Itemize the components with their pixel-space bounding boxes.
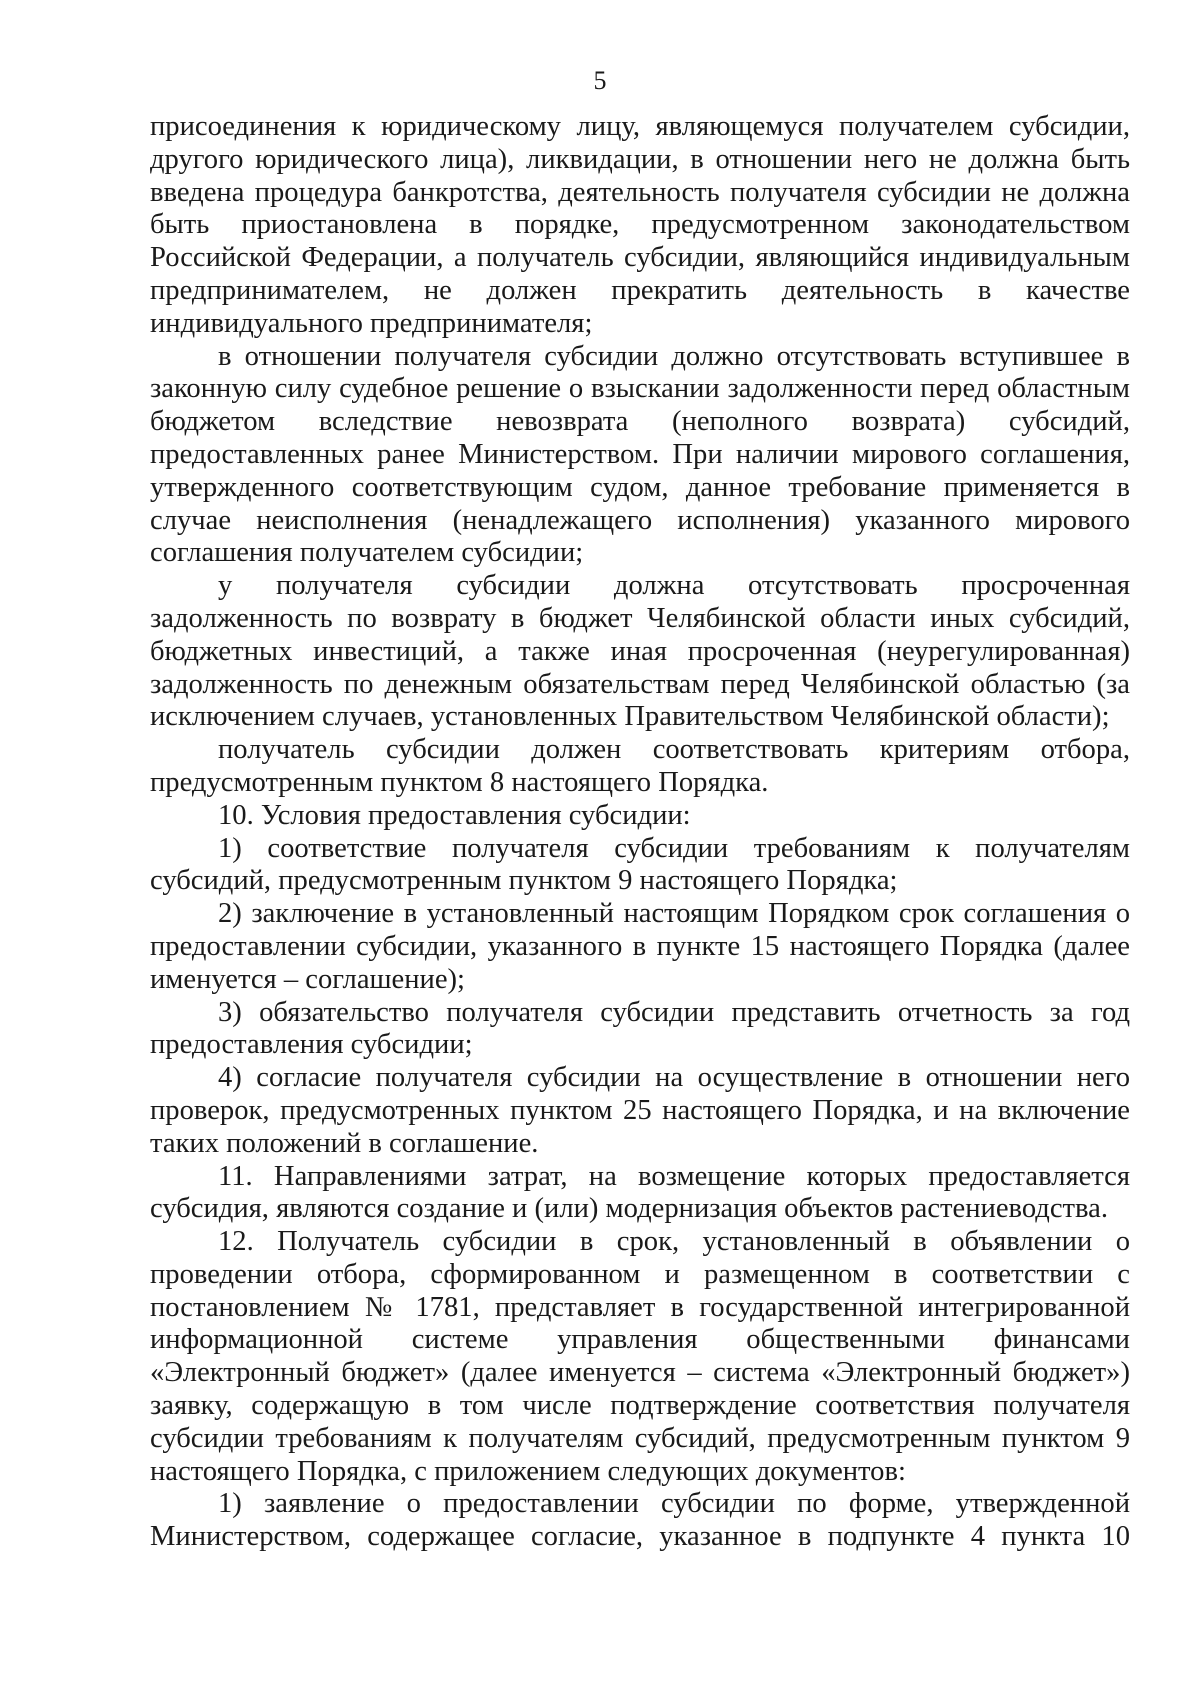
text-line: задолженность по возврату в бюджет Челябинской области иных субсидий, <box>150 602 1130 634</box>
text-line: предоставления субсидии; <box>150 1029 473 1061</box>
text-line: задолженность по денежным обязательствам перед Челябинской областью (за <box>150 668 1130 700</box>
text-line: законную силу судебное решение о взыскании задолженности перед областным <box>150 373 1130 405</box>
text-line: 4) согласие получателя субсидии на осуществление в отношении него <box>218 1062 1130 1094</box>
text-line: заявку, содержащую в том числе подтверждение соответствия получателя <box>150 1390 1130 1422</box>
text-line: бюджетных инвестиций, а также иная просроченная (неурегулированная) <box>150 635 1130 667</box>
text-line: настоящего Порядка, с приложением следующих документов: <box>150 1455 906 1487</box>
text-line: 1) заявление о предоставлении субсидии по форме, утвержденной <box>218 1488 1130 1520</box>
text-line: Российской Федерации, а получатель субсидии, являющийся индивидуальным <box>150 242 1130 274</box>
text-line: таких положений в соглашение. <box>150 1127 539 1159</box>
text-line: проверок, предусмотренных пунктом 25 настоящего Порядка, и на включение <box>150 1094 1130 1126</box>
text-line: в отношении получателя субсидии должно отсутствовать вступившее в <box>218 340 1130 372</box>
text-line: бюджетом вследствие невозврата (неполного возврата) субсидий, <box>150 406 1130 438</box>
text-line: у получателя субсидии должна отсутствовать просроченная <box>218 570 1130 602</box>
text-line: быть приостановлена в порядке, предусмотренном законодательством <box>150 209 1130 241</box>
text-line: 1) соответствие получателя субсидии требованиям к получателям <box>218 832 1130 864</box>
text-line: субсидии требованиям к получателям субсидий, предусмотренным пунктом 9 <box>150 1422 1130 1454</box>
text-line: другого юридического лица), ликвидации, в отношении него не должна быть <box>150 143 1130 175</box>
text-line: 3) обязательство получателя субсидии представить отчетность за год <box>218 996 1130 1028</box>
text-line: 2) заключение в установленный настоящим Порядком срок соглашения о <box>218 898 1130 930</box>
document-body <box>150 111 1130 1554</box>
text-line: индивидуального предпринимателя; <box>150 307 593 339</box>
text-line: утвержденного соответствующим судом, данное требование применяется в <box>150 471 1130 503</box>
text-line: проведении отбора, сформированном и размещенном в соответствии с <box>150 1258 1130 1290</box>
text-line: предпринимателем, не должен прекратить деятельность в качестве <box>150 274 1130 306</box>
text-line: получатель субсидии должен соответствовать критериям отбора, <box>218 734 1130 766</box>
text-line: случае неисполнения (ненадлежащего исполнения) указанного мирового <box>150 504 1130 536</box>
text-line: присоединения к юридическому лицу, являющемуся получателем субсидии, <box>150 111 1130 142</box>
text-line: предоставлении субсидии, указанного в пункте 15 настоящего Порядка (далее <box>150 930 1130 962</box>
text-line: Министерством, содержащее согласие, указанное в подпункте 4 пункта 10 <box>150 1521 1130 1553</box>
page-number: 5 <box>593 66 607 95</box>
text-line: именуется – соглашение); <box>150 963 465 995</box>
text-line: субсидия, являются создание и (или) модернизация объектов растениеводства. <box>150 1193 1108 1225</box>
text-line: 11. Направлениями затрат, на возмещение которых предоставляется <box>218 1160 1130 1192</box>
text-line: «Электронный бюджет» (далее именуется – система «Электронный бюджет») <box>150 1357 1130 1389</box>
text-line: информационной системе управления общественными финансами <box>150 1324 1130 1356</box>
text-line: предоставленных ранее Министерством. При наличии мирового соглашения, <box>150 438 1130 470</box>
text-line: исключением случаев, установленных Правительством Челябинской области); <box>150 701 1110 733</box>
text-line: субсидий, предусмотренным пунктом 9 настоящего Порядка; <box>150 865 898 897</box>
text-line: предусмотренным пунктом 8 настоящего Порядка. <box>150 766 769 798</box>
text-line: введена процедура банкротства, деятельность получателя субсидии не должна <box>150 176 1130 208</box>
text-line: 12. Получатель субсидии в срок, установленный в объявлении о <box>218 1226 1130 1258</box>
text-line: соглашения получателем субсидии; <box>150 537 584 569</box>
text-line: 10. Условия предоставления субсидии: <box>218 799 691 831</box>
text-line: постановлением № 1781, представляет в государственной интегрированной <box>150 1291 1130 1323</box>
